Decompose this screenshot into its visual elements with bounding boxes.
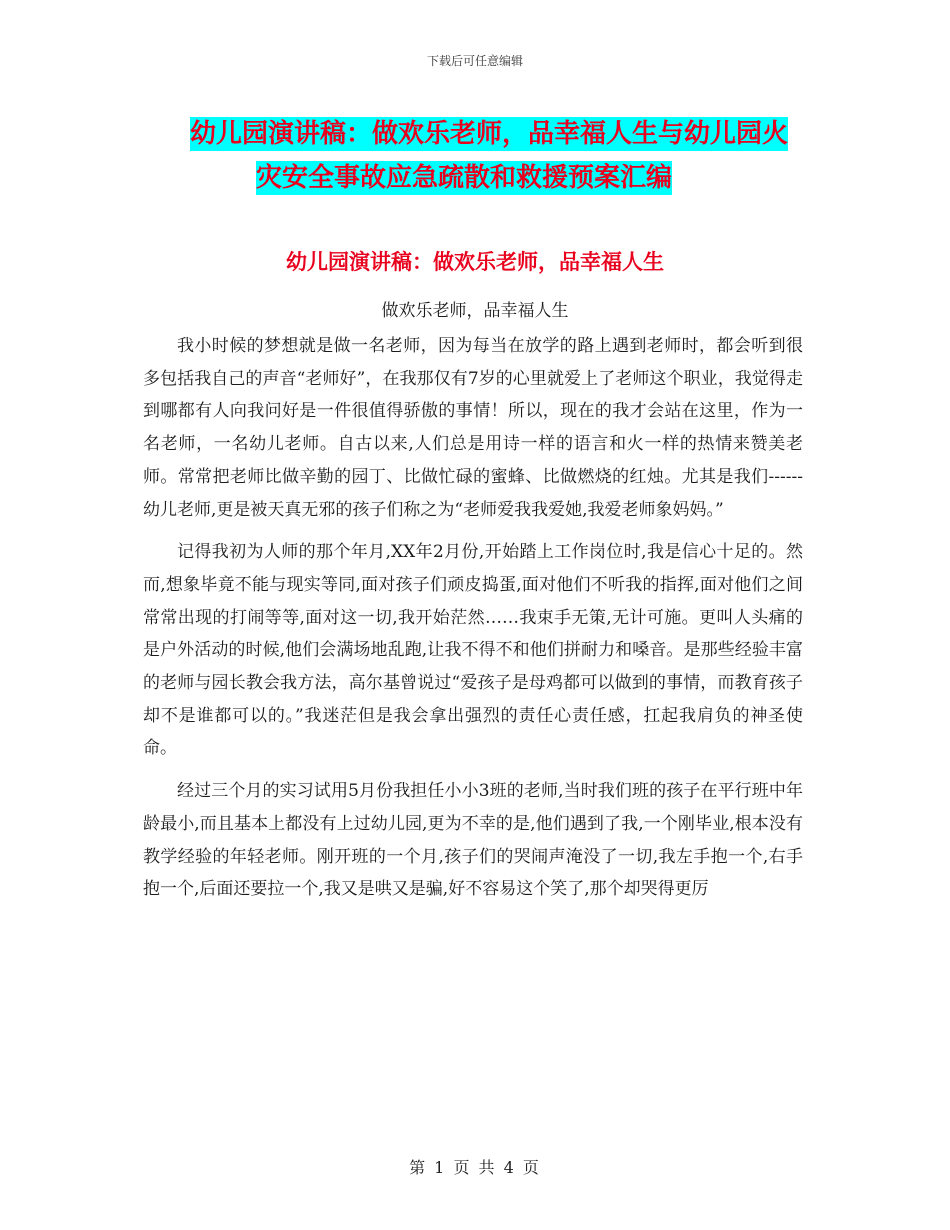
paragraph: 记得我初为人师的那个年月,XX年2月份,开始踏上工作岗位时,我是信心十足的。然而,想象毕竟不能与现实等同,面对孩子们顽皮捣蛋,面对他们不听我的指挥,面对他们之间常常出现的打闹等等,面对这一切,我开始茫然……我束手无策,无计可施。更叫人头痛的是户外活动的时候,他们会满场地乱跑,让我不得不和他们拼耐力和嗓音。是那些经验丰富的老师与园长教会我方法，高尔基曾说过“爱孩子是母鸡都可以做到的事情，而教育孩子却不是谁都可以的。”我迷茫但是我会拿出强烈的责任心责任感，扛起我肩负的神圣使命。 — [143, 542, 803, 759]
body-text — [143, 330, 803, 906]
document-title-line-2: 灾安全事故应急疏散和救援预案汇编 — [256, 163, 673, 193]
paragraph: 我小时候的梦想就是做一名老师，因为每当在放学的路上遇到老师时，都会听到很多包括我自己的声音“老师好”，在我那仅有7岁的心里就爱上了老师这个职业，我觉得走到哪都有人向我问好是一件很值得骄傲的事情！所以，现在的我才会站在这里，作为一名老师，一名幼儿老师。自古以来,人们总是用诗一样的语言和火一样的热情来赞美老师。常常把老师比做辛勤的园丁、比做忙碌的蜜蜂、比做燃烧的红烛。尤其是我们------幼儿老师,更是被天真无邪的孩子们称之为“老师爱我我爱她,我爱老师象妈妈。” — [143, 336, 803, 520]
section-title: 幼儿园演讲稿：做欢乐老师，品幸福人生 — [286, 250, 664, 274]
section-subtitle: 做欢乐老师，品幸福人生 — [381, 301, 569, 321]
page-number: 第 1 页 共 4 页 — [409, 1158, 541, 1177]
document-title-line-1: 幼儿园演讲稿：做欢乐老师，品幸福人生与幼儿园火 — [190, 119, 789, 149]
document-title — [190, 112, 810, 200]
page-header-note: 下载后可任意编辑 — [426, 54, 523, 68]
paragraph: 经过三个月的实习试用5月份我担任小小3班的老师,当时我们班的孩子在平行班中年龄最小,而且基本上都没有上过幼儿园,更为不幸的是,他们遇到了我,一个刚毕业,根本没有教学经验的年轻老师。刚开班的一个月,孩子们的哭闹声淹没了一切,我左手抱一个,右手抱一个,后面还要拉一个,我又是哄又是骗,好不容易这个笑了,那个却哭得更厉 — [143, 781, 803, 900]
